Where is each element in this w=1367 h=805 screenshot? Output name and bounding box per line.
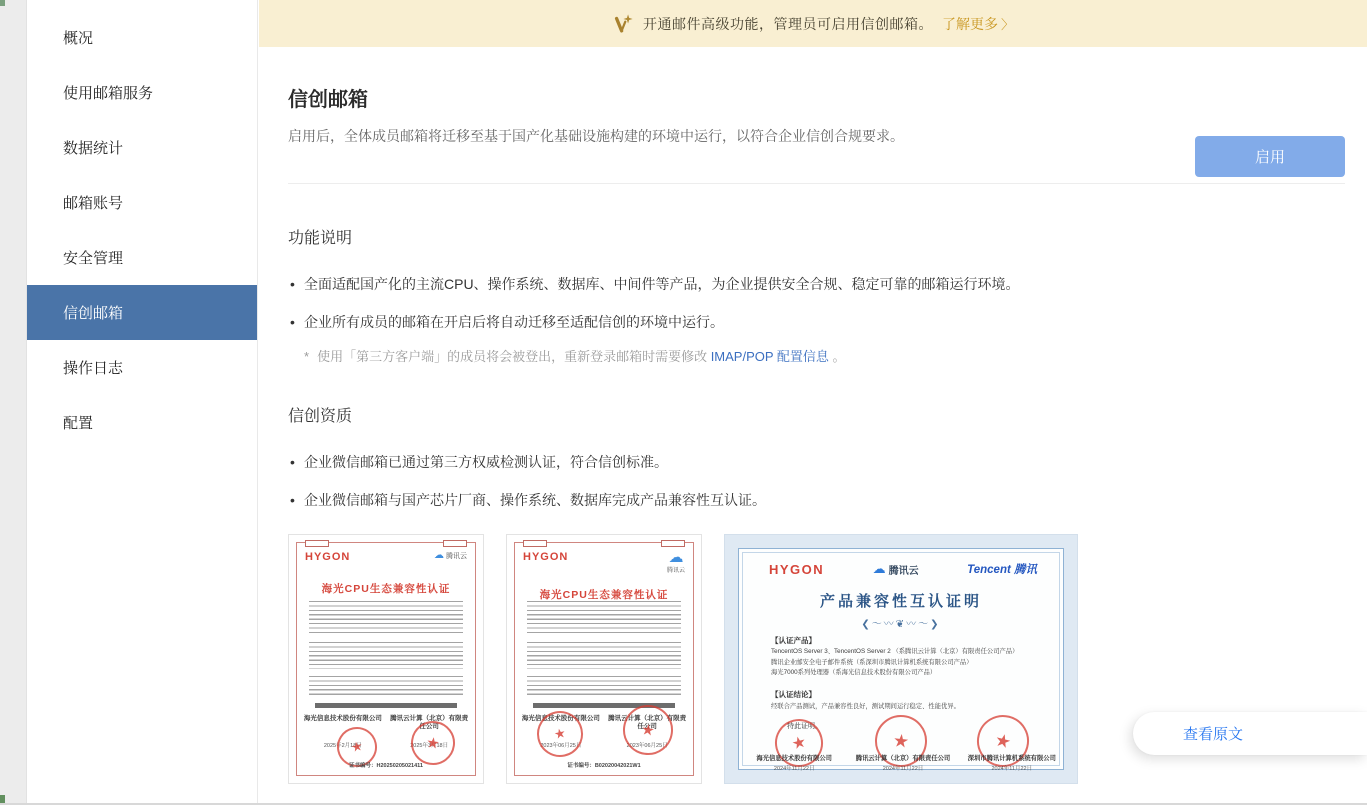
qualifications-list bbox=[288, 452, 1345, 510]
page-description: 启用后，全体成员邮箱将迁移至基于国产化基础设施构建的环境中运行，以符合企业信创合规要求。 bbox=[288, 128, 904, 144]
sidebar-item-operation-logs[interactable] bbox=[27, 340, 257, 395]
sidebar-item-mail-service[interactable] bbox=[27, 65, 257, 120]
note-suffix: 。 bbox=[828, 349, 846, 364]
banner-learn-more-link[interactable] bbox=[942, 14, 1014, 34]
certificate-signers: 海光信息技术股份有限公司 腾讯云计算（北京）有限责任公司 bbox=[303, 715, 469, 730]
certificate-signers: 海光信息技术股份有限公司 腾讯云计算（北京）有限责任公司 bbox=[521, 715, 687, 730]
page-title: 信创邮箱 bbox=[288, 89, 368, 111]
third-party-client-note bbox=[288, 348, 1345, 366]
cloud-icon: ☁ bbox=[434, 550, 444, 561]
enable-button[interactable]: 启用 bbox=[1195, 136, 1345, 177]
sidebar-item-statistics[interactable] bbox=[27, 120, 257, 175]
features-list bbox=[288, 274, 1345, 332]
sidebar-item-label: 信创邮箱 bbox=[63, 305, 124, 322]
certificate-hygon-cpu-1[interactable] bbox=[288, 534, 484, 784]
certificate-hygon-cpu-2[interactable] bbox=[506, 534, 702, 784]
cloud-icon: ☁ bbox=[872, 561, 886, 576]
certificate-header bbox=[769, 561, 1037, 577]
feature-bullet: • 全面适配国产化的主流CPU、操作系统、数据库、中间件等产品，为企业提供安全合规、稳定可靠的邮箱运行环境。 bbox=[288, 274, 1345, 294]
view-original-label: 查看原文 bbox=[1183, 726, 1244, 743]
sidebar-item-label: 操作日志 bbox=[63, 360, 124, 377]
banner-text: 开通邮件高级功能，管理员可启用信创邮箱。 bbox=[642, 15, 933, 32]
certificate-statement-line bbox=[315, 703, 457, 708]
certificate-header bbox=[305, 551, 467, 563]
certificate-body-text bbox=[309, 676, 463, 695]
imap-pop-config-link[interactable]: IMAP/POP 配置信息 bbox=[710, 349, 829, 364]
screen-artifact-bottom bbox=[0, 795, 5, 803]
feature-bullet: • 企业所有成员的邮箱在开启后将自动迁移至适配信创的环境中运行。 bbox=[288, 312, 1345, 332]
tencent-logo: Tencent 腾讯 bbox=[967, 564, 1037, 576]
certificate-body-text bbox=[309, 601, 463, 635]
note-asterisk: * bbox=[304, 349, 310, 364]
sidebar-item-accounts[interactable] bbox=[27, 175, 257, 230]
certificate-dates: 2023年06月25日 2023年06月25日 bbox=[540, 743, 668, 749]
hygon-logo: HYGON bbox=[769, 561, 825, 577]
sidebar-item-settings[interactable] bbox=[27, 395, 257, 450]
upgrade-banner bbox=[259, 0, 1367, 47]
screen-artifact-top bbox=[0, 0, 5, 6]
hygon-logo: HYGON bbox=[305, 551, 351, 563]
section-divider bbox=[288, 183, 1345, 184]
sidebar-item-label: 使用邮箱服务 bbox=[63, 85, 154, 102]
certificate-header bbox=[523, 551, 685, 574]
qualification-bullet: • 企业微信邮箱与国产芯片厂商、操作系统、数据库完成产品兼容性互认证。 bbox=[288, 490, 1345, 510]
flourish-ornament: ❮〜〰❦〰〜❯ bbox=[861, 619, 941, 630]
content-area bbox=[259, 87, 1367, 784]
tencent-cloud-logo: ☁ 腾讯云 bbox=[666, 549, 685, 574]
certificate-serial: 证书编号：B02020042021W1 bbox=[567, 763, 641, 769]
view-original-button[interactable] bbox=[1133, 712, 1367, 755]
chevron-right-icon: 〉 bbox=[1000, 17, 1014, 32]
qualification-bullet: • 企业微信邮箱已通过第三方权威检测认证，符合信创标准。 bbox=[288, 452, 1345, 472]
sidebar bbox=[27, 0, 258, 805]
certified-conclusion-heading: 【认证结论】 bbox=[771, 690, 816, 699]
certificate-signers: 海光信息技术股份有限公司 2024年11月22日 腾讯云计算（北京）有限责任公司 2024年11月22日 深圳市腾讯计算机系统有限公司 2024年11月22日 bbox=[756, 755, 1056, 772]
sidebar-item-label: 邮箱账号 bbox=[63, 195, 124, 212]
certificate-title: 海光CPU生态兼容性认证 bbox=[539, 589, 669, 601]
sidebar-item-label: 概况 bbox=[63, 30, 94, 47]
sparkle-v-icon bbox=[612, 13, 634, 35]
main-panel bbox=[259, 0, 1367, 805]
certificate-body-text bbox=[527, 676, 681, 695]
hygon-logo: HYGON bbox=[523, 551, 569, 563]
tencent-cloud-logo: ☁ 腾讯云 bbox=[872, 561, 919, 577]
certificate-body-text bbox=[527, 601, 681, 635]
tencent-cloud-logo: ☁ 腾讯云 bbox=[434, 550, 467, 561]
certified-conclusion-line: 经联合产品测试，产品兼容性良好，测试期间运行稳定、性能优异。 bbox=[771, 703, 960, 710]
sidebar-item-xinchuang-mail[interactable] bbox=[27, 285, 257, 340]
note-text: 使用「第三方客户端」的成员将会被登出，重新登录邮箱时需要修改 bbox=[317, 349, 711, 364]
certificate-body-text bbox=[527, 642, 681, 669]
qualifications-heading: 信创资质 bbox=[288, 408, 353, 425]
certificate-serial: 证书编号：H20250205021411 bbox=[349, 763, 423, 769]
certificate-compatibility-mutual[interactable] bbox=[724, 534, 1078, 784]
features-heading: 功能说明 bbox=[288, 230, 353, 247]
certificate-dates: 2025年2月18日 2025年3月18日 bbox=[323, 743, 449, 749]
certificate-title: 产品兼容性互认证明 bbox=[819, 593, 982, 610]
sidebar-item-overview[interactable] bbox=[27, 10, 257, 65]
certified-products-heading: 【认证产品】 bbox=[771, 636, 816, 645]
sidebar-item-label: 配置 bbox=[63, 415, 94, 432]
certified-products-lines: TencentOS Server 3、TencentOS Server 2 （系腾讯云计算（北京）有限责任公司产品） 腾讯企业邮安全电子邮件系统（系深圳市腾讯计算机系统有限公司产品） 海光7000系列处理器（系海光信息技术股份有限公司产品） bbox=[771, 648, 1019, 676]
cloud-icon: ☁ bbox=[668, 549, 684, 566]
sidebar-item-label: 安全管理 bbox=[63, 250, 124, 267]
certificate-body-text bbox=[309, 642, 463, 669]
sidebar-item-security[interactable] bbox=[27, 230, 257, 285]
certificate-title: 海光CPU生态兼容性认证 bbox=[321, 583, 451, 595]
certificate-closing: 特此证明。 bbox=[787, 723, 822, 730]
sidebar-item-label: 数据统计 bbox=[63, 140, 124, 157]
window-gutter bbox=[0, 0, 27, 805]
banner-link-label: 了解更多 bbox=[941, 15, 998, 32]
